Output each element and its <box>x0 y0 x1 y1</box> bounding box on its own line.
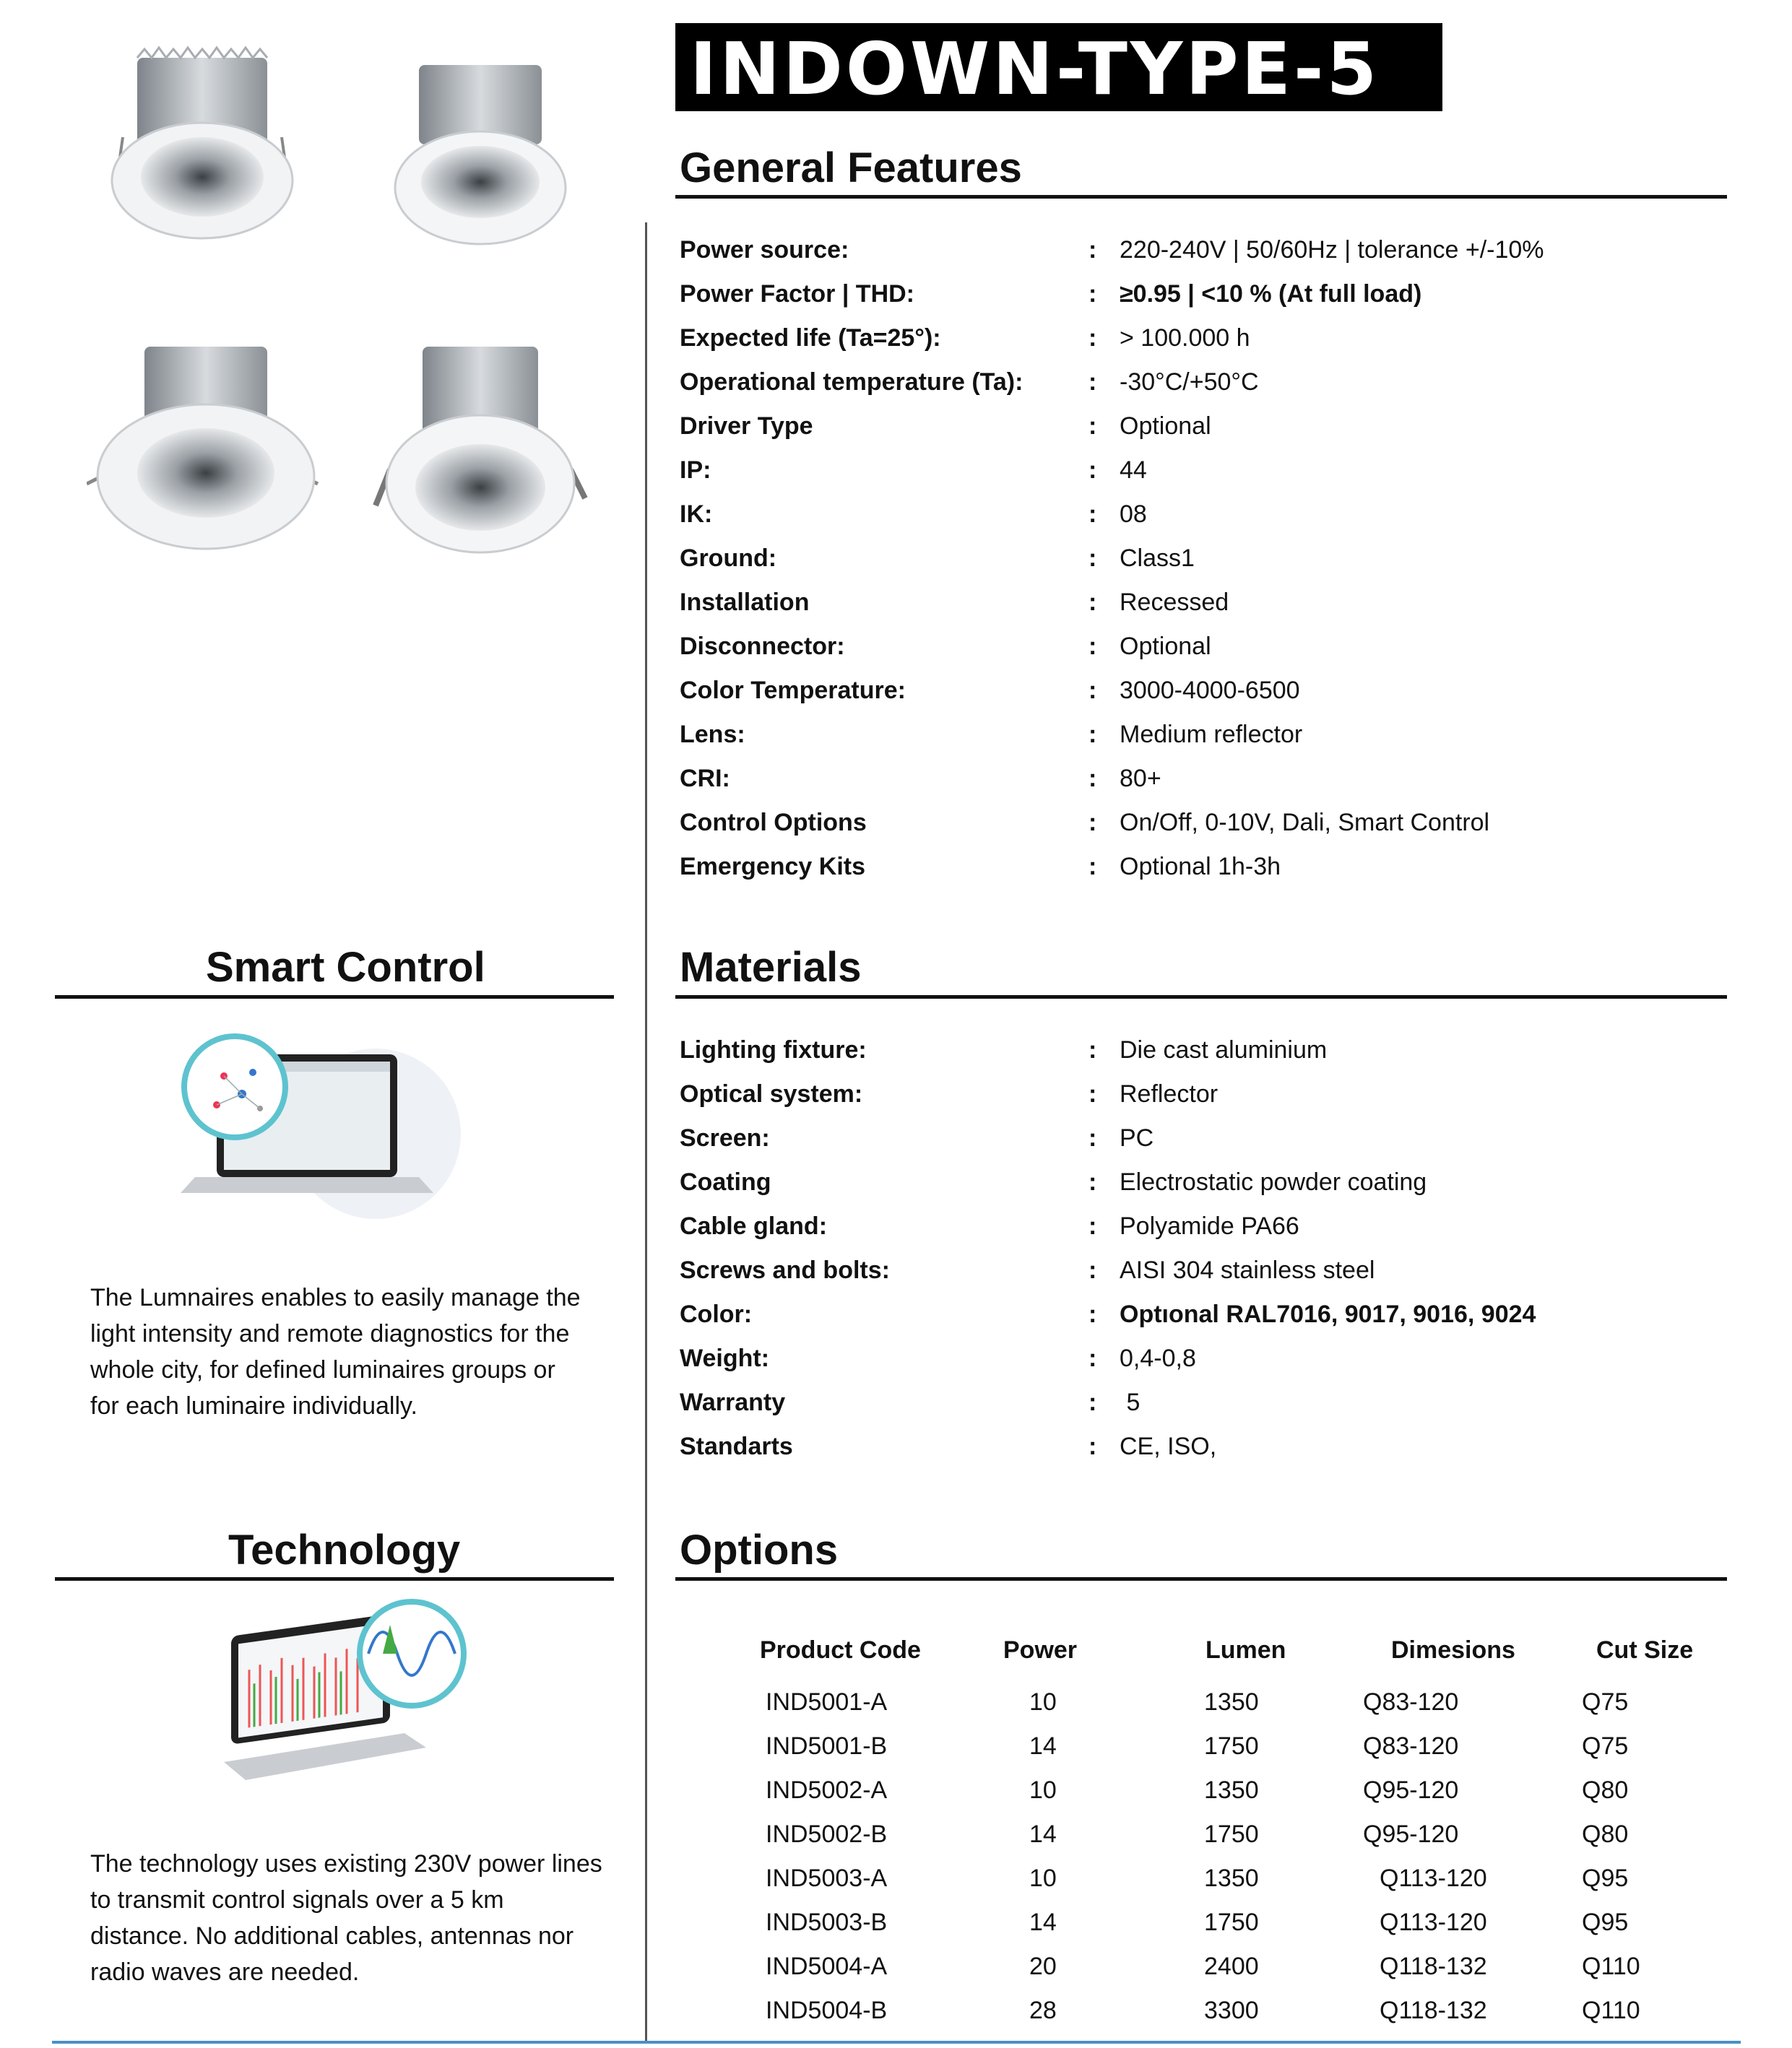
spec-colon: : <box>1088 500 1097 528</box>
spec-row <box>680 713 1734 756</box>
spec-label: Warranty <box>680 1389 786 1416</box>
spec-label: Screws and bolts: <box>680 1257 890 1284</box>
spec-colon: : <box>1088 412 1097 440</box>
spec-row <box>680 625 1734 668</box>
product-photos <box>87 43 607 563</box>
materials-heading: Materials <box>680 944 862 991</box>
spec-label: Screen: <box>680 1124 770 1152</box>
spec-value: 220-240V | 50/60Hz | tolerance +/-10% <box>1120 236 1544 264</box>
cell-power: 10 <box>1029 1688 1057 1716</box>
spec-row <box>680 537 1734 580</box>
spec-colon: : <box>1088 1345 1097 1372</box>
spec-row <box>680 316 1734 360</box>
cell-product-code: IND5001-A <box>766 1688 888 1716</box>
cell-power: 28 <box>1029 1997 1057 2024</box>
spec-label: Disconnector: <box>680 633 845 660</box>
cell-cut-size: Q95 <box>1582 1909 1629 1936</box>
spec-colon: : <box>1088 1124 1097 1152</box>
spec-row <box>680 669 1734 712</box>
cell-cut-size: Q75 <box>1582 1732 1629 1760</box>
cell-power: 20 <box>1029 1953 1057 1980</box>
spec-label: Power Factor | THD: <box>680 280 914 308</box>
spec-colon: : <box>1088 236 1097 264</box>
cell-lumen: 3300 <box>1204 1997 1259 2024</box>
spec-value: 80+ <box>1120 765 1161 792</box>
spec-label: Expected life (Ta=25°): <box>680 324 941 352</box>
cell-cut-size: Q110 <box>1582 1953 1640 1980</box>
spec-value: Medium reflector <box>1120 721 1303 748</box>
spec-colon: : <box>1088 1257 1097 1284</box>
general-features-rule <box>675 195 1727 199</box>
spec-row <box>680 404 1734 448</box>
spec-colon: : <box>1088 853 1097 880</box>
spec-colon: : <box>1088 633 1097 660</box>
options-heading: Options <box>680 1527 839 1574</box>
spec-label: CRI: <box>680 765 730 792</box>
spec-colon: : <box>1088 1433 1097 1460</box>
spec-row <box>680 1028 1734 1072</box>
spec-colon: : <box>1088 324 1097 352</box>
spec-row <box>680 272 1734 316</box>
spec-value: Class1 <box>1120 544 1195 572</box>
smart-control-illustration <box>173 1025 477 1242</box>
spec-value: PC <box>1120 1124 1154 1152</box>
spec-value: 3000-4000-6500 <box>1120 677 1300 704</box>
spec-value: Optional 1h-3h <box>1120 853 1281 880</box>
spec-label: Control Options <box>680 809 867 836</box>
cell-cut-size: Q95 <box>1582 1865 1629 1892</box>
spec-value: Reflector <box>1120 1080 1219 1108</box>
spec-row <box>680 1116 1734 1160</box>
page-title: INDOWN-TYPE-5 <box>690 27 1380 111</box>
cell-lumen: 1750 <box>1204 1732 1259 1760</box>
spec-value: 08 <box>1120 500 1147 528</box>
cell-lumen: 2400 <box>1204 1953 1259 1980</box>
spec-label: IP: <box>680 456 711 484</box>
column-header-cut-size: Cut Size <box>1596 1636 1694 1664</box>
spec-label: Cable gland: <box>680 1212 828 1240</box>
cell-dimensions: Q95-120 <box>1363 1821 1459 1848</box>
downlight-photo-3 <box>87 347 318 549</box>
spec-value: Polyamide PA66 <box>1120 1212 1299 1240</box>
text-line: whole city, for defined luminaires groups or <box>90 1356 555 1384</box>
spec-row <box>680 801 1734 844</box>
text-line: for each luminaire individually. <box>90 1392 417 1420</box>
spec-value: 44 <box>1120 456 1147 484</box>
general-features-heading: General Features <box>680 144 1022 191</box>
spec-label: Weight: <box>680 1345 770 1372</box>
cell-dimensions: Q113-120 <box>1380 1865 1487 1892</box>
spec-label: Emergency Kits <box>680 853 865 880</box>
spec-row <box>680 1293 1734 1336</box>
text-line: The Lumnaires enables to easily manage the <box>90 1284 581 1311</box>
spec-value: -30°C/+50°C <box>1120 368 1259 396</box>
spec-colon: : <box>1088 368 1097 396</box>
spec-row <box>680 360 1734 404</box>
spec-label: Color: <box>680 1301 753 1328</box>
spec-value: Optional <box>1120 633 1211 660</box>
spec-value: 0,4-0,8 <box>1120 1345 1196 1372</box>
cell-dimensions: Q83-120 <box>1363 1732 1459 1760</box>
technology-illustration <box>209 1596 484 1813</box>
spec-label: Standarts <box>680 1433 793 1460</box>
spec-value: ≥0.95 | <10 % (At full load) <box>1120 280 1422 308</box>
cell-product-code: IND5002-B <box>766 1821 888 1848</box>
smart-control-rule <box>55 995 614 999</box>
spec-value: 5 <box>1120 1389 1140 1416</box>
spec-colon: : <box>1088 677 1097 704</box>
technology-heading: Technology <box>228 1527 461 1574</box>
cell-dimensions: Q113-120 <box>1380 1909 1487 1936</box>
spec-value: CE, ISO, <box>1120 1433 1217 1460</box>
column-header-product-code: Product Code <box>760 1636 921 1664</box>
cell-cut-size: Q110 <box>1582 1997 1640 2024</box>
cell-dimensions: Q118-132 <box>1380 1997 1487 2024</box>
spec-label: Power source: <box>680 236 849 264</box>
technology-rule <box>55 1577 614 1581</box>
spec-value: AISI 304 stainless steel <box>1120 1257 1375 1284</box>
spec-colon: : <box>1088 1212 1097 1240</box>
cell-product-code: IND5004-B <box>766 1997 888 2024</box>
cell-cut-size: Q80 <box>1582 1821 1629 1848</box>
cell-power: 14 <box>1029 1821 1057 1848</box>
spec-label: Lighting fixture: <box>680 1036 867 1064</box>
cell-product-code: IND5001-B <box>766 1732 888 1760</box>
cell-dimensions: Q118-132 <box>1380 1953 1487 1980</box>
cell-power: 10 <box>1029 1865 1057 1892</box>
spec-row <box>680 757 1734 800</box>
materials-rule <box>675 995 1727 999</box>
cell-product-code: IND5004-A <box>766 1953 888 1980</box>
text-line: light intensity and remote diagnostics for the <box>90 1320 570 1348</box>
smart-control-heading: Smart Control <box>206 944 485 991</box>
spec-row <box>680 845 1734 888</box>
spec-row <box>680 1072 1734 1116</box>
spec-value: Recessed <box>1120 589 1229 616</box>
spec-label: Lens: <box>680 721 745 748</box>
spec-value: Optional <box>1120 412 1211 440</box>
downlight-photo-1 <box>112 48 293 238</box>
spec-value: Die cast aluminium <box>1120 1036 1328 1064</box>
spec-row <box>680 1381 1734 1424</box>
spec-label: Installation <box>680 589 810 616</box>
spec-colon: : <box>1088 589 1097 616</box>
column-divider <box>645 222 647 2042</box>
spec-colon: : <box>1088 1036 1097 1064</box>
cell-product-code: IND5002-A <box>766 1776 888 1804</box>
spec-row <box>680 1205 1734 1248</box>
spec-colon: : <box>1088 765 1097 792</box>
spec-value: Electrostatic powder coating <box>1120 1168 1427 1196</box>
spec-row <box>680 1337 1734 1380</box>
cell-product-code: IND5003-B <box>766 1909 888 1936</box>
spec-colon: : <box>1088 1168 1097 1196</box>
spec-row <box>680 228 1734 272</box>
spec-colon: : <box>1088 280 1097 308</box>
spec-row <box>680 581 1734 624</box>
cell-power: 10 <box>1029 1776 1057 1804</box>
cell-power: 14 <box>1029 1909 1057 1936</box>
column-header-dimensions: Dimesions <box>1391 1636 1515 1664</box>
cell-power: 14 <box>1029 1732 1057 1760</box>
cell-dimensions: Q83-120 <box>1363 1688 1459 1716</box>
options-rule <box>675 1577 1727 1581</box>
cell-cut-size: Q80 <box>1582 1776 1629 1804</box>
text-line: distance. No additional cables, antennas nor <box>90 1922 574 1950</box>
spec-row <box>680 1425 1734 1468</box>
spec-row <box>680 1160 1734 1204</box>
spec-colon: : <box>1088 544 1097 572</box>
downlight-photo-2 <box>395 65 566 244</box>
technology-description <box>90 1846 639 1990</box>
cell-lumen: 1350 <box>1204 1776 1259 1804</box>
footer-rule <box>52 2041 1741 2044</box>
spec-value: Optıonal RAL7016, 9017, 9016, 9024 <box>1120 1301 1536 1328</box>
spec-colon: : <box>1088 1301 1097 1328</box>
cell-lumen: 1750 <box>1204 1821 1259 1848</box>
column-header-power: Power <box>1003 1636 1078 1664</box>
spec-value: On/Off, 0-10V, Dali, Smart Control <box>1120 809 1490 836</box>
spec-label: Operational temperature (Ta): <box>680 368 1023 396</box>
cell-lumen: 1350 <box>1204 1865 1259 1892</box>
column-header-lumen: Lumen <box>1206 1636 1286 1664</box>
cell-lumen: 1750 <box>1204 1909 1259 1936</box>
downlight-photo-4 <box>376 347 585 552</box>
spec-colon: : <box>1088 1389 1097 1416</box>
spec-label: Optical system: <box>680 1080 863 1108</box>
spec-label: Coating <box>680 1168 771 1196</box>
cell-lumen: 1350 <box>1204 1688 1259 1716</box>
spec-label: IK: <box>680 500 713 528</box>
smart-control-description <box>90 1280 639 1424</box>
spec-colon: : <box>1088 1080 1097 1108</box>
spec-value: > 100.000 h <box>1120 324 1250 352</box>
spec-colon: : <box>1088 809 1097 836</box>
spec-row <box>680 493 1734 536</box>
text-line: to transmit control signals over a 5 km <box>90 1886 504 1914</box>
text-line: The technology uses existing 230V power lines <box>90 1850 602 1878</box>
cell-cut-size: Q75 <box>1582 1688 1629 1716</box>
spec-label: Driver Type <box>680 412 813 440</box>
spec-label: Color Temperature: <box>680 677 906 704</box>
spec-row <box>680 448 1734 492</box>
spec-colon: : <box>1088 456 1097 484</box>
spec-label: Ground: <box>680 544 777 572</box>
spec-row <box>680 1249 1734 1292</box>
spec-colon: : <box>1088 721 1097 748</box>
cell-dimensions: Q95-120 <box>1363 1776 1459 1804</box>
text-line: radio waves are needed. <box>90 1958 360 1986</box>
cell-product-code: IND5003-A <box>766 1865 888 1892</box>
